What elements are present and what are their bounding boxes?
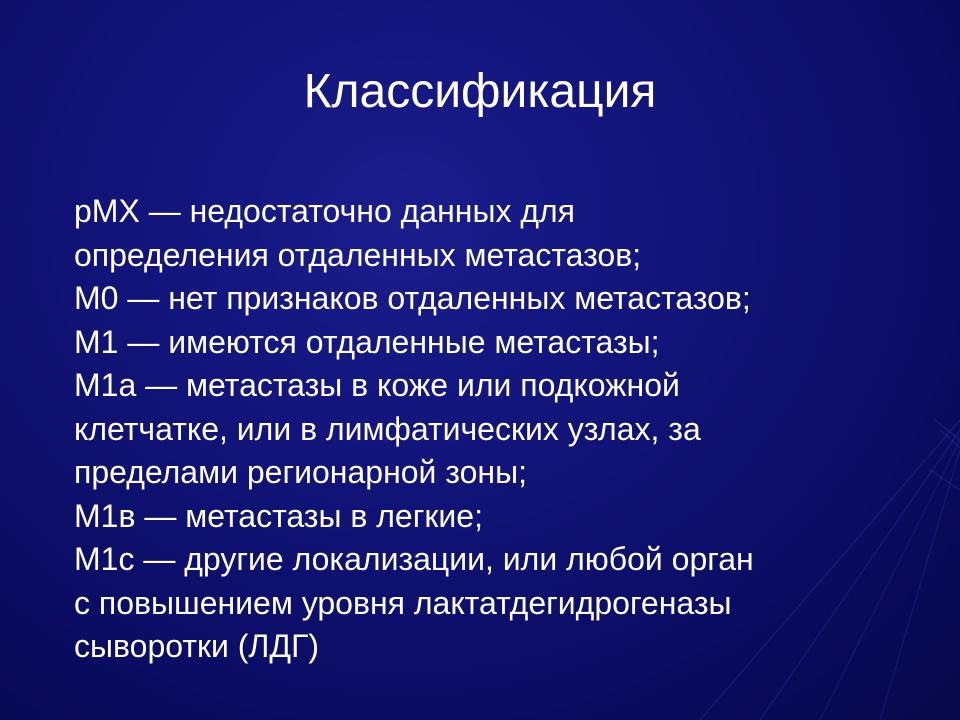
body-line: M1a — метастазы в коже или подкожной [74,367,680,403]
body-line: pMX — недостаточно данных для [74,193,575,229]
body-line: с повышением уровня лактатдегидрогеназы [74,584,732,621]
body-line: пределами регионарной зоны; [74,454,527,490]
body-line: M0 — нет признаков отдаленных метастазов; [74,280,751,316]
body-line: определения отдаленных метастазов; [74,236,642,273]
body-line: клетчатке, или в лимфатических узлах, за [74,410,701,447]
body-line: сыворотки (ЛДГ) [74,628,320,664]
body-line: M1c — другие локализации, или любой орган [74,541,754,577]
slide-title: Классификация [303,65,657,118]
slide-body [74,190,894,669]
body-line: M1в — метастазы в легкие; [74,497,483,534]
body-line: M1 — имеются отдаленные метастазы; [74,323,660,360]
